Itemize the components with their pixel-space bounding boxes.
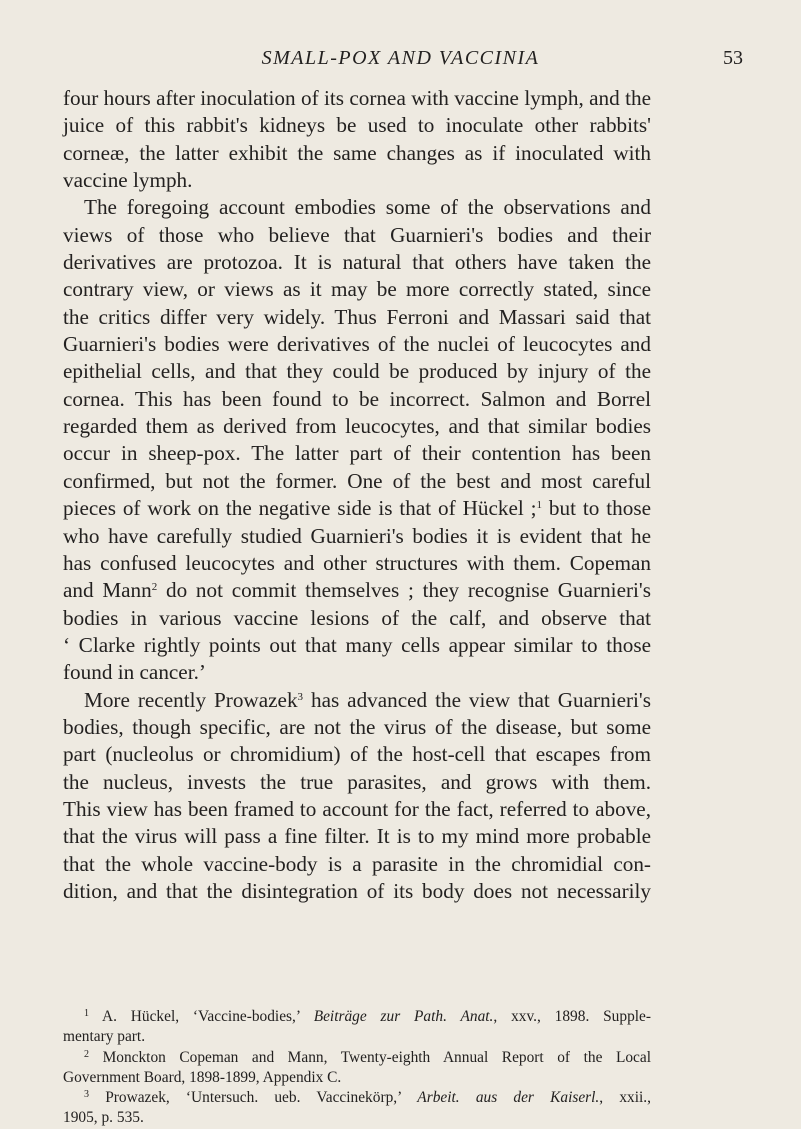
- footnote-text: , xxii.,: [599, 1089, 651, 1107]
- journal-title: Arbeit. aus der Kaiserl.: [417, 1089, 600, 1107]
- text-line: four hours after inoculation of its cornea with vaccine lymph, and the: [63, 86, 651, 110]
- text-line: bodies in various vaccine lesions of the calf, and observe that: [63, 605, 651, 630]
- footnote-marker: 2: [84, 1048, 89, 1060]
- running-title: SMALL-POX AND VACCINIA: [261, 47, 540, 69]
- footnote-1: [63, 1007, 651, 1027]
- text-line: juice of this rabbit's kidneys be used to inoculate other rabbits': [63, 113, 651, 138]
- footnotes: [63, 1007, 651, 1129]
- page-number: 53: [723, 47, 743, 69]
- text-line: vaccine lymph.: [63, 168, 193, 193]
- footnote-text: Prowazek, ‘Untersuch. ueb. Vaccinekörp,’: [105, 1089, 418, 1107]
- text-line: epithelial cells, and that they could be produced by injury of the: [63, 359, 651, 384]
- text-line: the critics differ very widely. Thus Ferroni and Massari said that: [63, 304, 651, 329]
- body-text: [63, 85, 651, 905]
- text-line: bodies, though specific, are not the virus of the disease, but some: [63, 714, 651, 739]
- text-fragment: pieces of work on the negative side is that of Hückel ;: [63, 496, 537, 521]
- footnote-text: A. Hückel, ‘Vaccine-bodies,’: [101, 1008, 314, 1025]
- footnote-text: , xxv., 1898. Supple-: [493, 1008, 652, 1025]
- text-line: Guarnieri's bodies were derivatives of the nuclei of leucocytes and: [63, 332, 651, 357]
- text-line: regarded them as derived from leucocytes, and that similar bodies: [63, 414, 651, 439]
- footnote-2-continuation: Government Board, 1898-1899, Appendix C.: [63, 1068, 342, 1086]
- footnote-text: Monckton Copeman and Mann, Twenty-eighth Annual Report of the Local: [102, 1048, 651, 1066]
- footnote-1-continuation: mentary part.: [63, 1028, 146, 1046]
- text-line: has confused leucocytes and other structures with them. Copeman: [63, 550, 651, 575]
- footnote-2: [63, 1048, 651, 1068]
- footnote-marker: 3: [84, 1089, 89, 1101]
- text-line: contrary view, or views as it may be more correctly stated, since: [63, 277, 651, 302]
- paragraph-start-with-footnote: [63, 687, 651, 714]
- text-fragment: do not commit themselves ; they recognise Guarnieri's: [157, 578, 651, 603]
- text-line: derivatives are protozoa. It is natural that others have taken the: [63, 250, 651, 275]
- text-line: found in cancer.’: [63, 660, 206, 685]
- text-line: the nucleus, invests the true parasites, and grows with them.: [63, 769, 651, 794]
- text-line: cornea. This has been found to be incorrect. Salmon and Borrel: [63, 386, 651, 411]
- footnote-marker: 1: [84, 1008, 89, 1019]
- footnote-3-continuation: 1905, p. 535.: [63, 1109, 144, 1127]
- text-line: corneæ, the latter exhibit the same changes as if inoculated with: [63, 140, 651, 165]
- text-line-with-footnote: [63, 577, 651, 604]
- text-line: views of those who believe that Guarnieri's bodies and their: [63, 222, 651, 247]
- text-line: who have carefully studied Guarnieri's bodies it is evident that he: [63, 523, 651, 548]
- text-fragment: has advanced the view that Guarnieri's: [303, 687, 651, 712]
- footnote-ref: 1: [536, 499, 543, 512]
- text-fragment: More recently Prowazek: [84, 687, 298, 712]
- footnote-ref: 2: [151, 581, 158, 594]
- text-line-with-footnote: [63, 495, 651, 522]
- text-fragment: and Mann: [63, 578, 152, 603]
- footnote-ref: 3: [297, 690, 304, 703]
- text-line: ‘ Clarke rightly points out that many cells appear similar to those: [63, 632, 651, 657]
- text-line: This view has been framed to account for the fact, referred to above,: [63, 796, 651, 821]
- text-line: dition, and that the disintegration of its body does not necessarily: [63, 878, 651, 903]
- text-line: part (nucleolus or chromidium) of the host-cell that escapes from: [63, 742, 651, 767]
- text-line: that the whole vaccine-body is a parasite in the chromidial con-: [63, 851, 651, 876]
- paragraph-start: The foregoing account embodies some of the observations and: [84, 195, 651, 220]
- text-line: confirmed, but not the former. One of the best and most careful: [63, 468, 651, 493]
- footnote-3: [63, 1088, 651, 1108]
- text-line: occur in sheep-pox. The latter part of their contention has been: [63, 441, 651, 466]
- text-fragment: but to those: [542, 496, 651, 521]
- journal-title: Beiträge zur Path. Anat.: [313, 1008, 494, 1025]
- text-line: that the virus will pass a fine filter. It is to my mind more probable: [63, 824, 651, 849]
